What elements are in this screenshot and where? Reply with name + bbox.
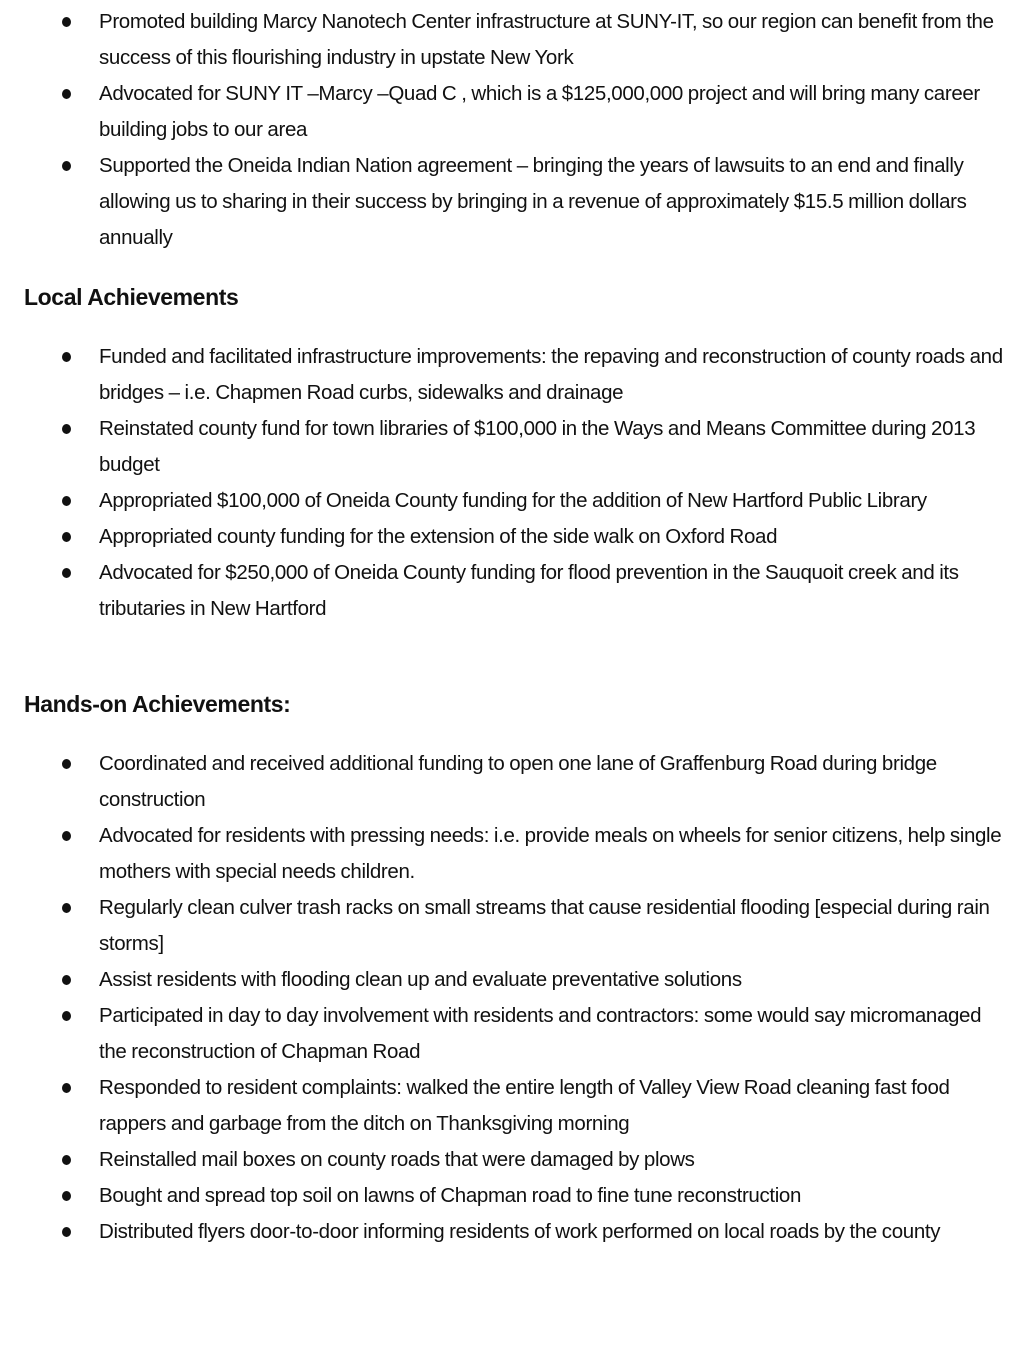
list-item — [0, 1142, 1036, 1178]
list-item-text: Funded and facilitated infrastructure improvements: the repaving and reconstruction of county roads and bridges – i.e. Chapmen Road curbs, sidewalks and drainage — [99, 345, 1003, 404]
bullet-icon — [62, 161, 71, 171]
list-item-text: Responded to resident complaints: walked the entire length of Valley View Road cleaning fast food rappers and garbage from the ditch on Thanksgiving morning — [99, 1076, 950, 1135]
bullet-icon — [62, 352, 71, 362]
list-item-text: Supported the Oneida Indian Nation agreement – bringing the years of lawsuits to an end and finally allowing us to sharing in their success by bringing in a revenue of approximately $15.5 million dollars annually — [99, 154, 967, 249]
list-item-text: Coordinated and received additional funding to open one lane of Graffenburg Road during bridge construction — [99, 752, 937, 811]
list-item — [0, 555, 1036, 627]
list-item-text: Distributed flyers door-to-door informing residents of work performed on local roads by the county — [99, 1220, 941, 1243]
list-item — [0, 519, 1036, 555]
list-item-text: Participated in day to day involvement with residents and contractors: some would say micromanaged the reconstruction of Chapman Road — [99, 1004, 982, 1063]
bullet-icon — [62, 1191, 71, 1201]
list-item-text: Reinstalled mail boxes on county roads that were damaged by plows — [99, 1148, 695, 1171]
list-item — [0, 818, 1036, 890]
list-item — [0, 4, 1036, 76]
local-achievements-heading: Local Achievements — [24, 284, 239, 310]
list-item-text: Promoted building Marcy Nanotech Center infrastructure at SUNY-IT, so our region can benefit from the success of this flourishing industry in upstate New York — [99, 10, 994, 69]
local-achievements-list — [0, 339, 1036, 627]
list-item — [0, 1214, 1036, 1250]
list-item-text: Advocated for SUNY IT –Marcy –Quad C , which is a $125,000,000 project and will bring many career building jobs to our area — [99, 82, 980, 141]
bullet-icon — [62, 1011, 71, 1021]
bullet-icon — [62, 831, 71, 841]
bullet-icon — [62, 1083, 71, 1093]
list-item — [0, 1070, 1036, 1142]
list-item-text: Advocated for $250,000 of Oneida County funding for flood prevention in the Sauquoit creek and its tributaries in New Hartford — [99, 561, 959, 620]
hands-on-achievements-list — [0, 746, 1036, 1250]
list-item — [0, 1178, 1036, 1214]
bullet-icon — [62, 1155, 71, 1165]
bullet-icon — [62, 89, 71, 99]
bullet-icon — [62, 424, 71, 434]
list-item — [0, 76, 1036, 148]
list-item-text: Advocated for residents with pressing needs: i.e. provide meals on wheels for senior citizens, help single mothers with special needs children. — [99, 824, 1002, 883]
list-item — [0, 148, 1036, 256]
list-item — [0, 411, 1036, 483]
bullet-icon — [62, 759, 71, 769]
bullet-icon — [62, 532, 71, 542]
list-item — [0, 998, 1036, 1070]
list-item-text: Bought and spread top soil on lawns of Chapman road to fine tune reconstruction — [99, 1184, 802, 1207]
list-item — [0, 483, 1036, 519]
hands-on-achievements-heading: Hands-on Achievements: — [24, 691, 291, 717]
bullet-icon — [62, 568, 71, 578]
list-item-text: Appropriated county funding for the extension of the side walk on Oxford Road — [99, 525, 778, 548]
list-item-text: Reinstated county fund for town libraries of $100,000 in the Ways and Means Committee during 2013 budget — [99, 417, 976, 476]
bullet-icon — [62, 903, 71, 913]
list-item — [0, 339, 1036, 411]
list-item-text: Assist residents with flooding clean up and evaluate preventative solutions — [99, 968, 742, 991]
list-item — [0, 890, 1036, 962]
bullet-icon — [62, 496, 71, 506]
top-achievements-list — [0, 4, 1036, 256]
bullet-icon — [62, 17, 71, 27]
list-item — [0, 962, 1036, 998]
list-item — [0, 746, 1036, 818]
list-item-text: Appropriated $100,000 of Oneida County funding for the addition of New Hartford Public Library — [99, 489, 927, 512]
list-item-text: Regularly clean culver trash racks on small streams that cause residential flooding [especial during rain storms] — [99, 896, 990, 955]
bullet-icon — [62, 975, 71, 985]
bullet-icon — [62, 1227, 71, 1237]
